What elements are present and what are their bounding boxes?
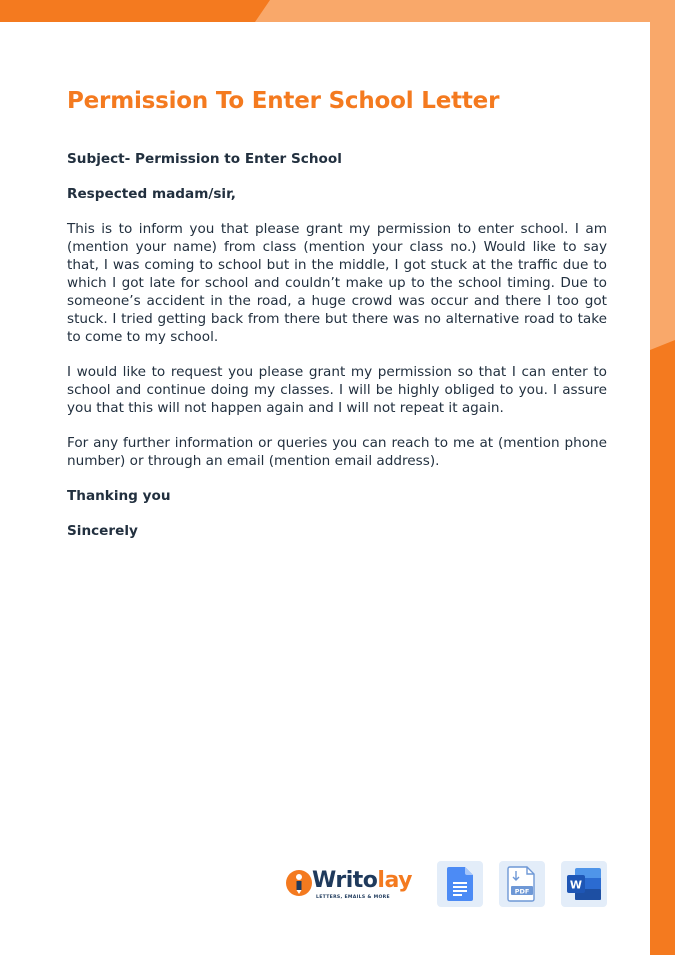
letter-title: Permission To Enter School Letter (67, 88, 500, 114)
letter-salutation: Respected madam/sir, (67, 186, 236, 202)
letter-paragraph-3: For any further information or queries you can reach to me at (mention phone number) or through an email (mention email address). (67, 435, 607, 469)
logo-badge-icon (286, 870, 312, 896)
google-docs-download-button[interactable] (437, 861, 483, 907)
logo-word-part-1: Writo (312, 868, 378, 893)
letter-closing-sincerely: Sincerely (67, 523, 138, 539)
word-download-button[interactable] (561, 861, 607, 907)
google-docs-icon (447, 867, 473, 901)
logo-wordmark (312, 868, 412, 893)
writolay-logo[interactable] (286, 868, 416, 904)
pdf-download-button[interactable] (499, 861, 545, 907)
word-icon (567, 868, 601, 900)
letter-subject: Subject- Permission to Enter School (67, 151, 342, 167)
right-band-dark (650, 340, 675, 955)
word-label: W (569, 878, 583, 892)
logo-tagline: LETTERS, EMAILS & MORE (316, 895, 390, 900)
pencil-icon (286, 870, 312, 896)
letter-body (67, 150, 607, 557)
letter-closing-thanks: Thanking you (67, 488, 171, 504)
letter-paragraph-1: This is to inform you that please grant my permission to enter school. I am (mention your name) from class (mention your class no.) Would like to say that, I was coming to school but in the middle, I got stuck at the traffic due to which I got late for school and couldn’t make up to the school timing. Due to someone’s accident in the road, a huge crowd was occur and there I too got stuck. I tried getting back from there but there was no alternative road to take to come to my school. (67, 221, 607, 345)
top-band-dark (0, 0, 270, 22)
logo-word-part-2: lay (377, 868, 412, 893)
pdf-label: PDF (514, 887, 530, 896)
pdf-file-icon (507, 866, 537, 902)
letter-paragraph-2: I would like to request you please grant my permission so that I can enter to school and continue doing my classes. I will be highly obliged to you. I assure you that this will not happen again and I will not repeat it again. (67, 364, 607, 416)
